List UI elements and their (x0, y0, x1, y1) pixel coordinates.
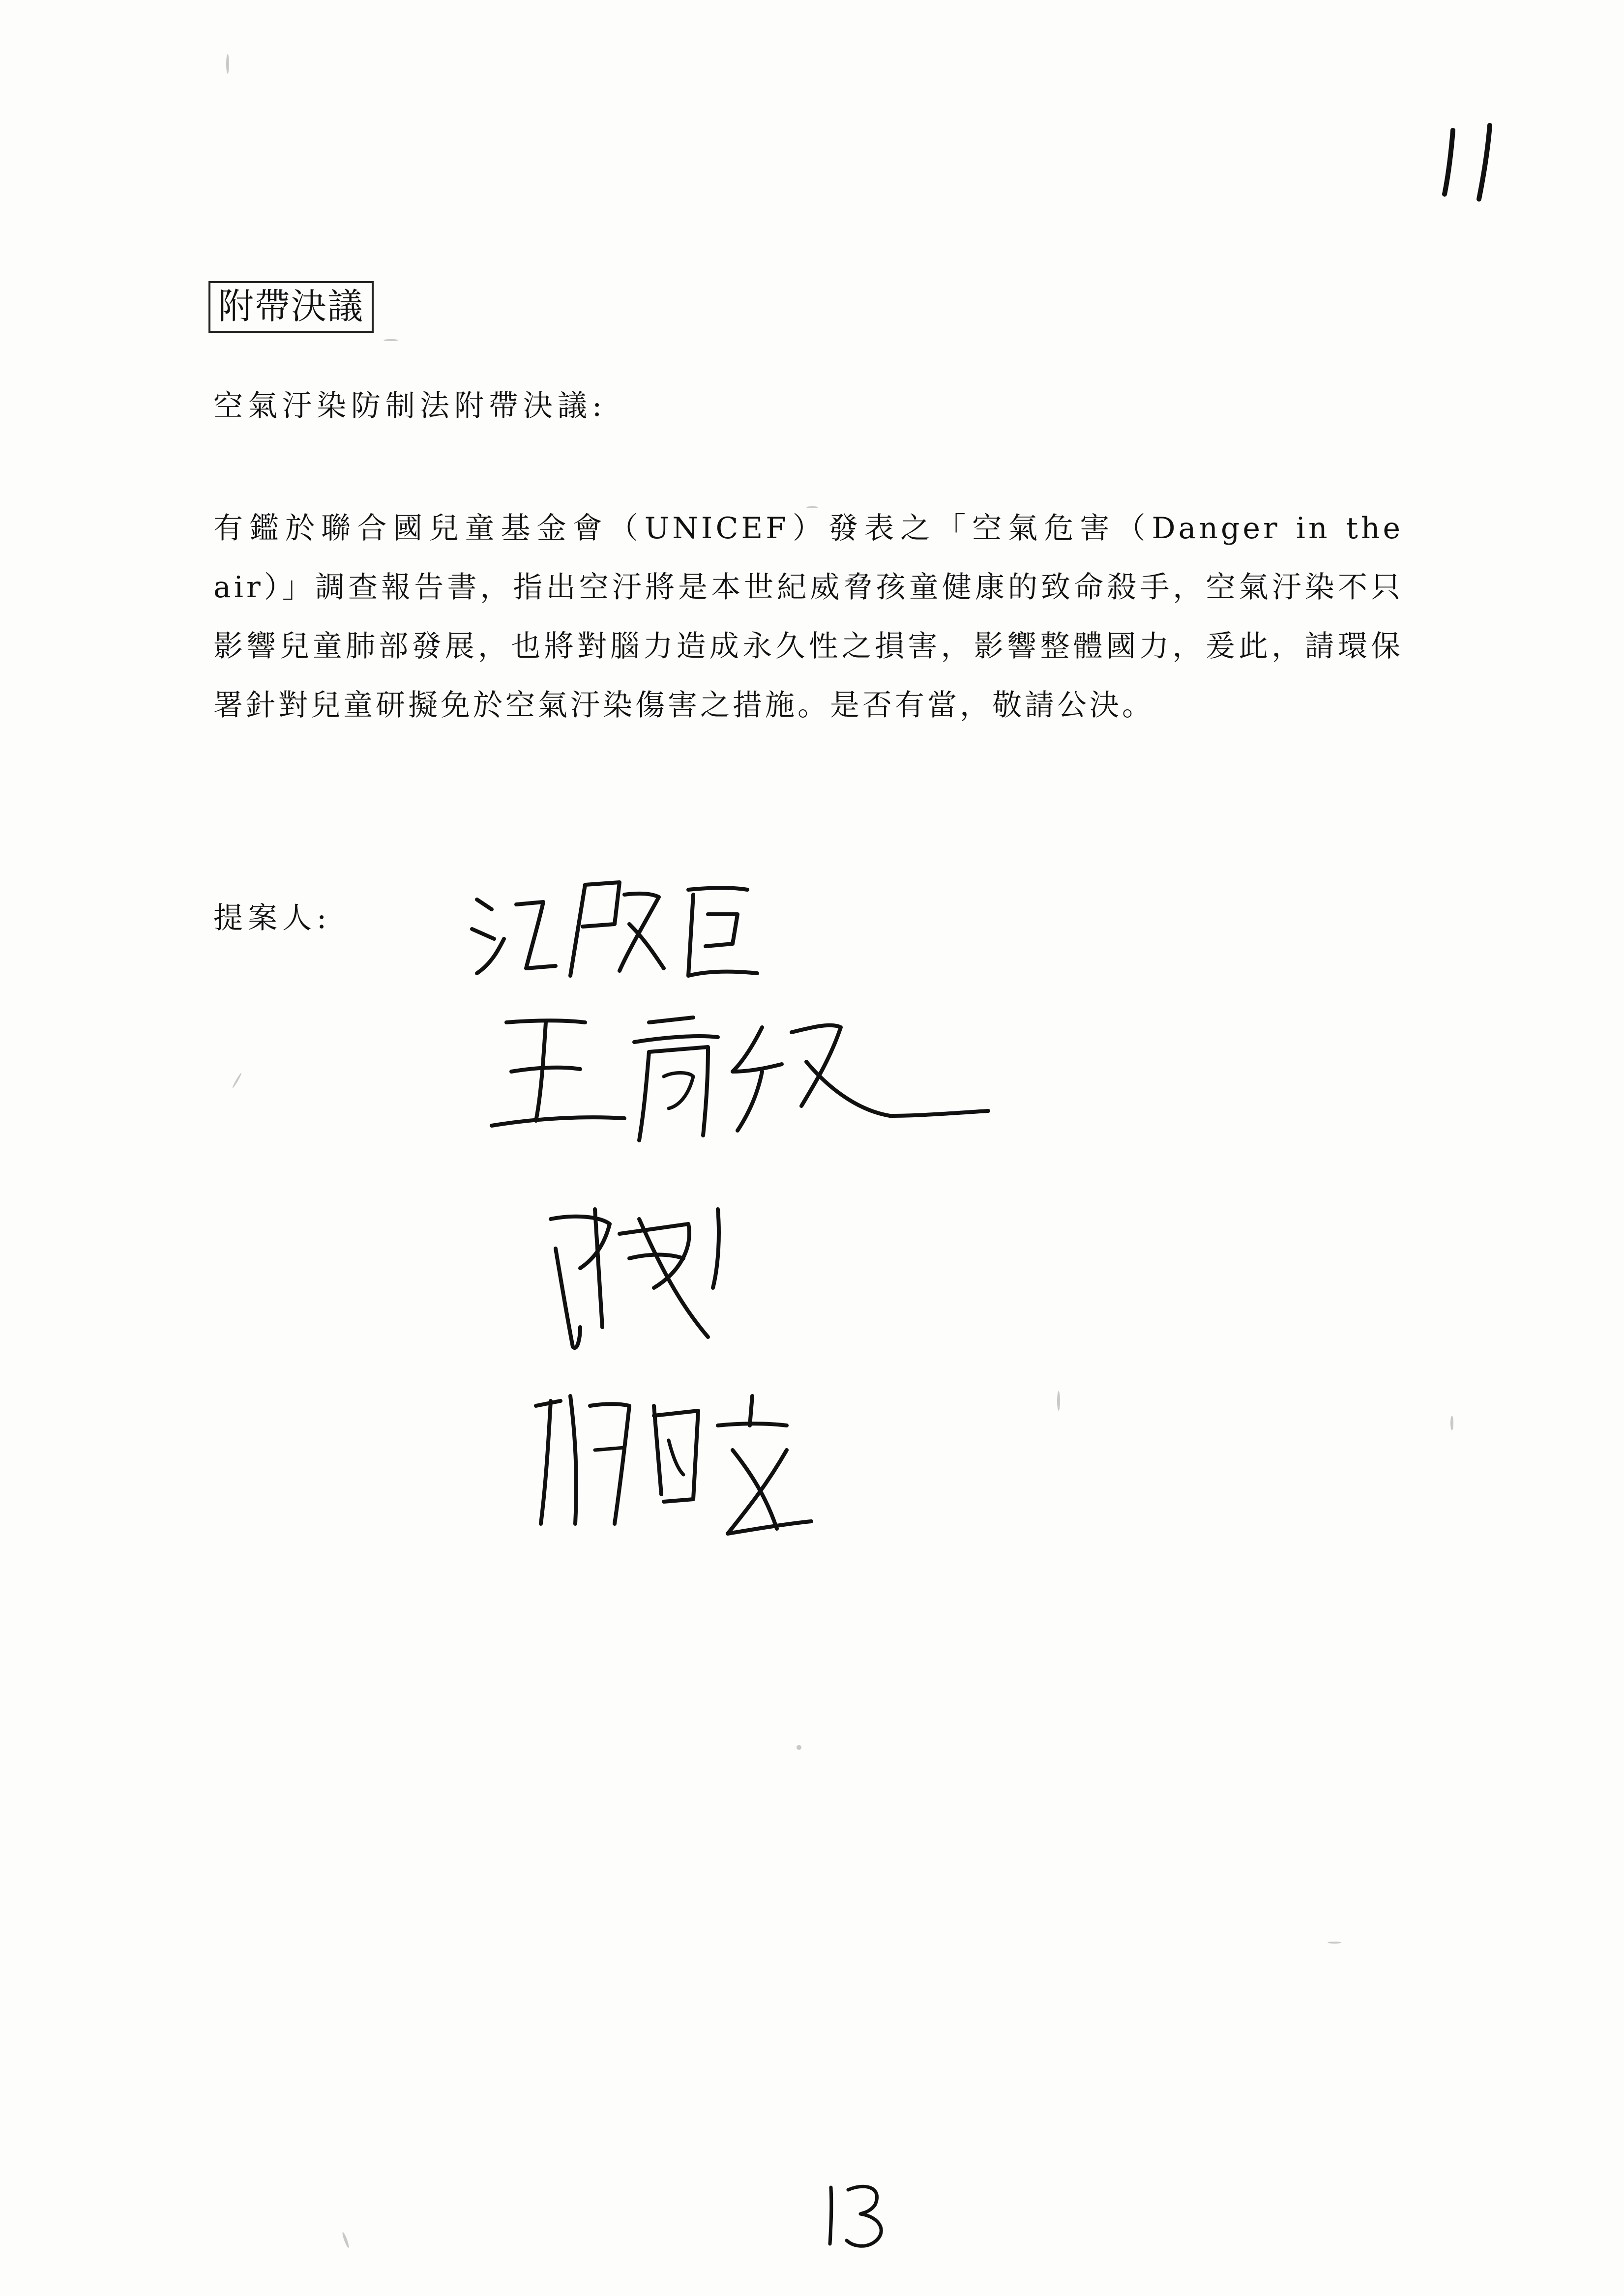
section-tag: 附帶決議 (208, 281, 374, 333)
paper-speck (1450, 1416, 1453, 1430)
signature-1 (457, 865, 772, 983)
proposer-label: 提案人: (213, 901, 332, 935)
signature-4 (521, 1376, 816, 1543)
resolution-subtitle: 空氣汙染防制法附帶決議: (213, 389, 607, 423)
paper-speck (232, 1072, 242, 1088)
paper-speck (1057, 1391, 1060, 1411)
resolution-body: 有鑑於聯合國兒童基金會（UNICEF）發表之「空氣危害（Danger in the air）」調查報告書，指出空汙將是本世紀威脅孩童健康的致命殺手，空氣汙染不只影響兒童肺部發展，也將對腦力造成永久性之損害，影響整體國力，爰此，請環保署針對兒童研擬免於空氣汙染傷害之措施。是否有當，敬請公決。 (213, 511, 1403, 723)
paper-speck (1328, 1942, 1341, 1944)
paper-speck (226, 54, 229, 74)
paper-speck (384, 339, 398, 341)
paper-speck (341, 2232, 350, 2248)
signature-3 (531, 1190, 738, 1366)
handwritten-annotation-number (1426, 116, 1524, 214)
signature-2 (487, 993, 998, 1155)
paper-speck (797, 1745, 801, 1750)
handwritten-page-number (816, 2178, 895, 2251)
